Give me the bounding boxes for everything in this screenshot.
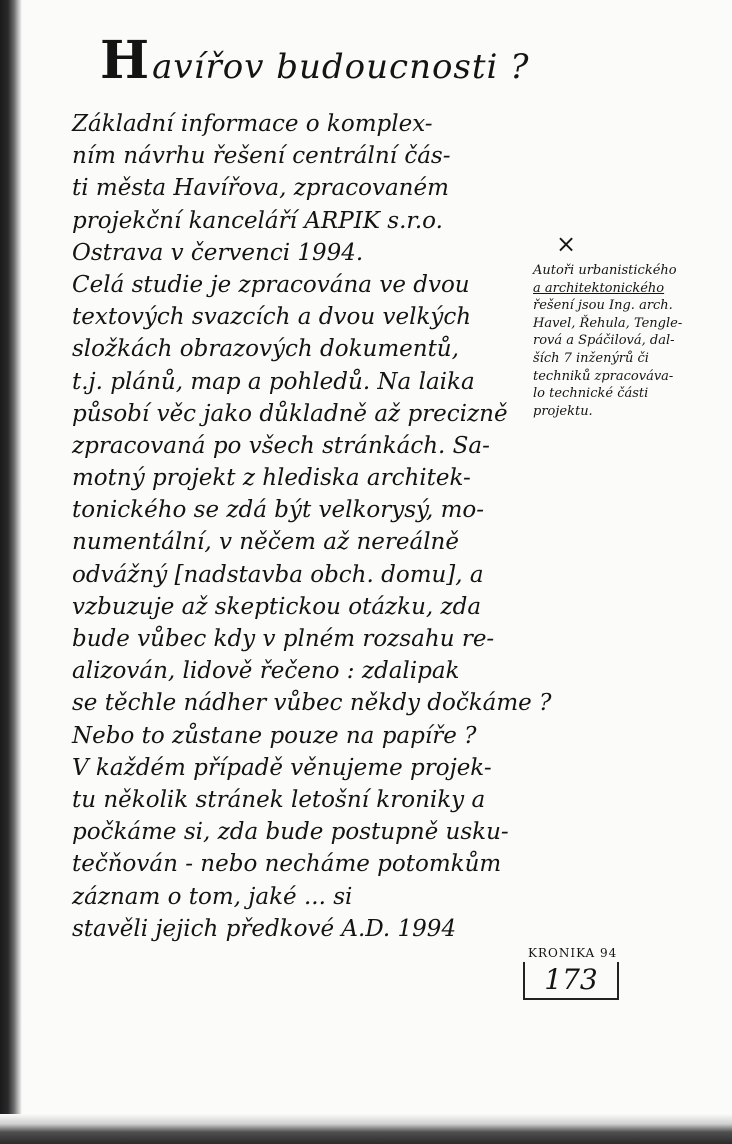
side-note-line: techniků zpracováva-	[533, 368, 674, 384]
body-line: stavěli jejich předkové A.D. 1994	[72, 915, 457, 942]
body-line: projekční kanceláří ARPIK s.r.o.	[72, 207, 443, 234]
body-line: V každém případě věnujeme projek-	[72, 754, 492, 781]
body-line: Základní informace o komplex-	[72, 111, 433, 137]
side-note-line: Autoři urbanistického	[533, 263, 677, 278]
body-line: se těchle nádher vůbec někdy dočkáme ?	[72, 690, 552, 717]
body-line: Nebo to zůstane pouze na papíře ?	[72, 722, 477, 749]
side-note-line: rová a Spáčilová, dal-	[533, 333, 675, 349]
side-note	[533, 262, 723, 420]
side-note-line: řešení jsou Ing. arch.	[533, 298, 673, 314]
body-line: záznam o tom, jaké ... si	[72, 883, 353, 910]
body-line: numentální, v něčem až nereálně	[72, 529, 459, 556]
page-number: 173	[523, 962, 619, 1000]
body-line: zpracovaná po všech stránkách. Sa-	[72, 432, 490, 459]
body-line: Ostrava v červenci 1994.	[72, 239, 364, 266]
page-edge-shadow	[0, 1114, 732, 1144]
body-line: tonického se zdá být velkorysý, mo-	[72, 497, 485, 524]
side-note-line: ších 7 inženýrů či	[533, 350, 649, 366]
body-line: t.j. plánů, map a pohledů. Na laika	[72, 368, 475, 395]
title-initial: H	[100, 30, 151, 91]
body-line: složkách obrazových dokumentů,	[72, 336, 459, 363]
body-line: textových svazcích a dvou velkých	[72, 304, 472, 331]
page-title	[100, 30, 529, 91]
body-line: bude vůbec kdy v plném rozsahu re-	[72, 626, 495, 652]
body-line: počkáme si, zda bude postupně usku-	[72, 819, 509, 846]
body-line: odvážný [nadstavba obch. domu], a	[72, 561, 484, 588]
side-note-line: Havel, Řehula, Tengle-	[533, 315, 683, 331]
title-rest: avířov budoucnosti ?	[152, 47, 530, 87]
body-line: Celá studie je zpracována ve dvou	[72, 271, 470, 298]
body-line: působí věc jako důkladně až precizně	[72, 400, 508, 427]
side-note-line: lo technické části	[533, 386, 649, 402]
body-line: vzbuzuje až skeptickou otázku, zda	[72, 593, 482, 620]
body-line: ti města Havířova, zpracovaném	[72, 175, 449, 202]
side-note-line: a architektonického	[533, 280, 665, 296]
chronicle-label: KRONIKA 94	[528, 946, 618, 960]
footnote-marker: ×	[556, 230, 577, 258]
body-line: ním návrhu řešení centrální čás-	[72, 143, 451, 170]
body-line: motný projekt z hlediska architek-	[72, 465, 471, 492]
body-line: tečňován - nebo necháme potomkům	[72, 851, 502, 878]
body-line: alizován, lidově řečeno : zdalipak	[72, 658, 460, 685]
side-note-line: projektu.	[533, 403, 593, 419]
book-binding-shadow	[0, 0, 22, 1144]
body-line: tu několik stránek letošní kroniky a	[72, 786, 486, 813]
handwritten-body	[72, 108, 552, 945]
